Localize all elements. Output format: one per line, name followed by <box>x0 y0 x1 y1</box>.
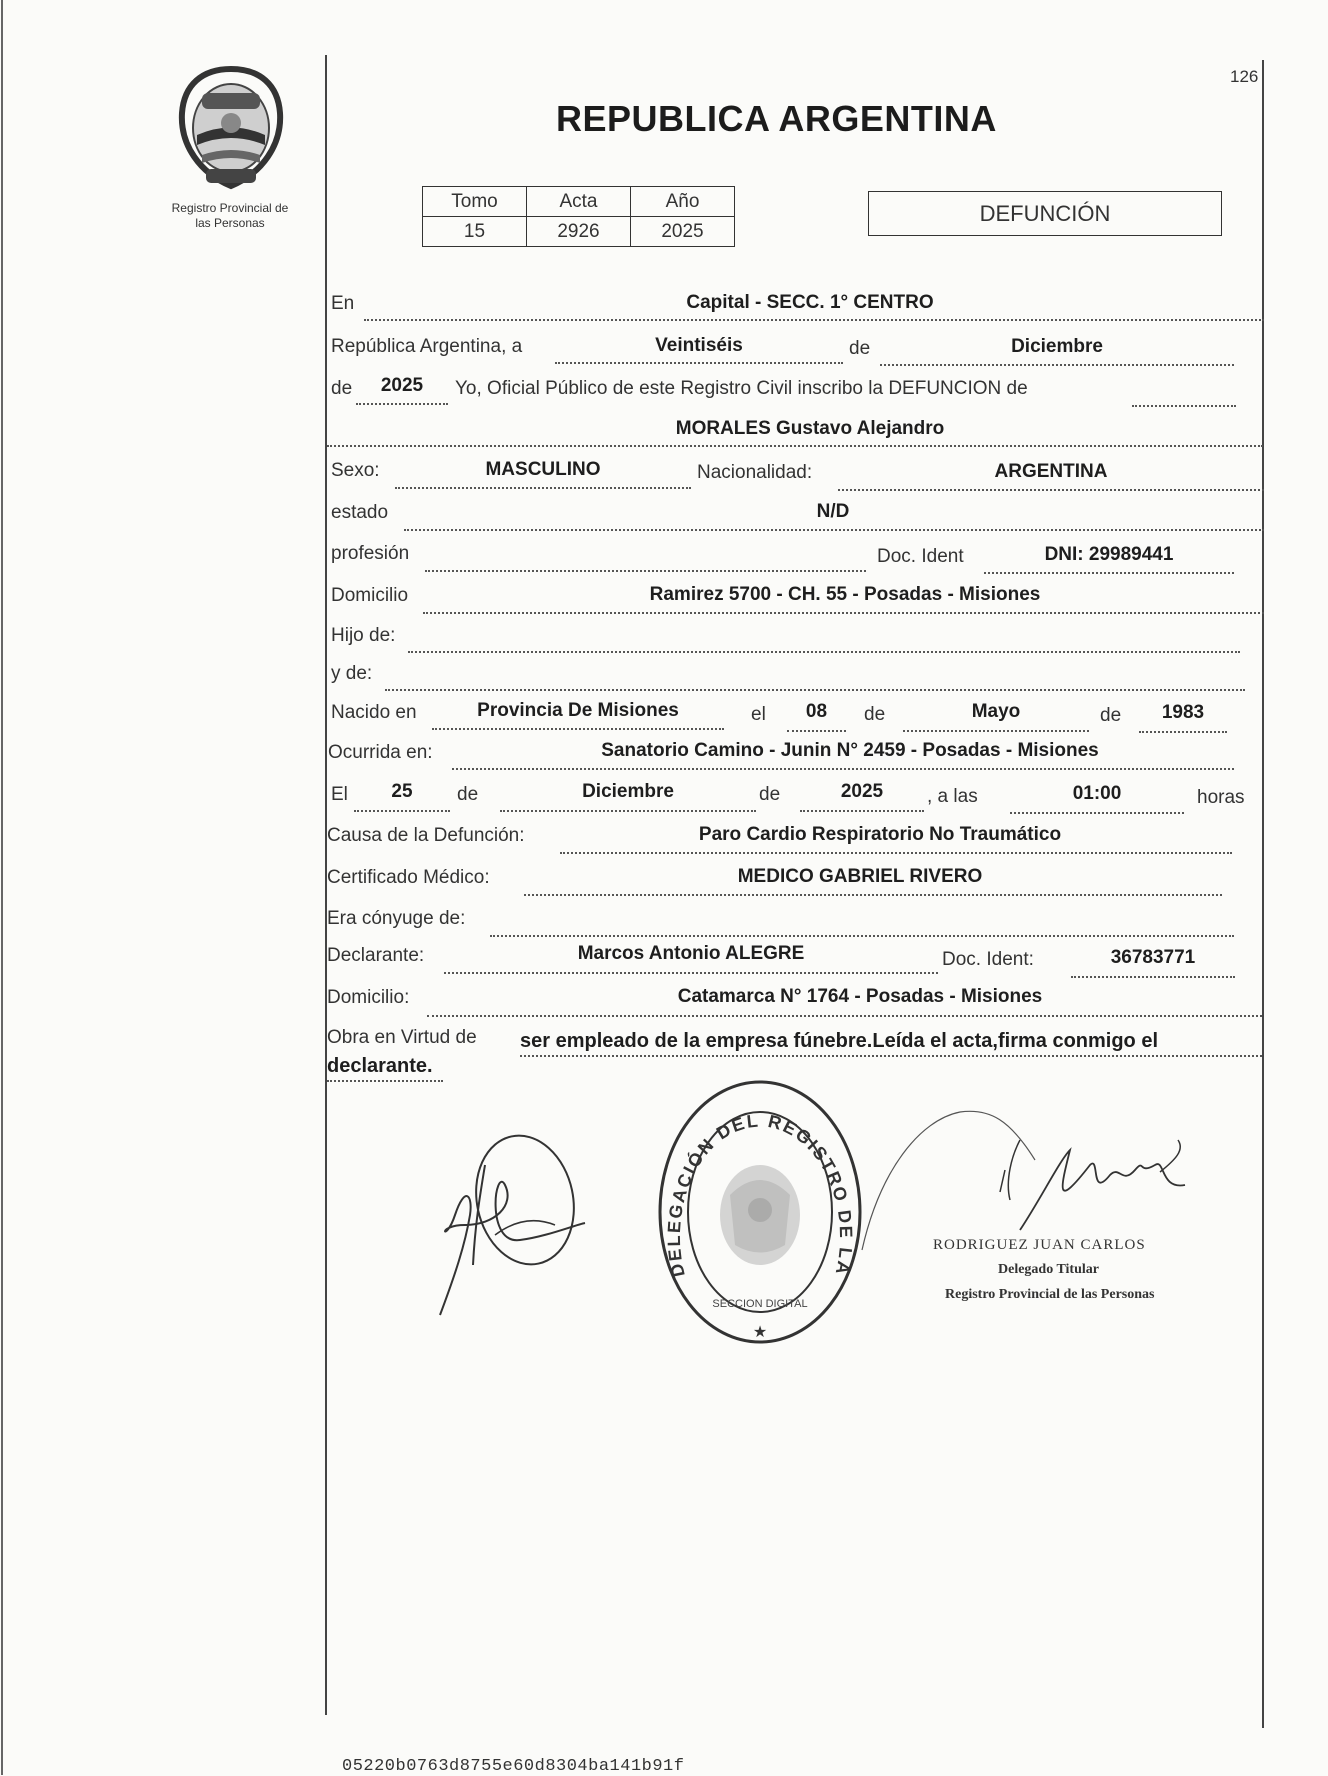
declarant-name-value: Marcos Antonio ALEGRE <box>577 943 805 964</box>
obra-dotted-line <box>520 1055 1262 1057</box>
de2-label: de <box>331 378 353 399</box>
yde-dotted-line <box>385 689 1245 691</box>
civil-status-value: N/D <box>816 501 850 522</box>
declarant-signature <box>425 1125 600 1325</box>
doc-ident2-label: Doc. Ident: <box>942 949 1034 970</box>
dni-value: DNI: 29989441 <box>1044 544 1174 565</box>
record-table-header: Tomo <box>423 187 527 217</box>
ocurrida-dotted-line <box>452 768 1234 770</box>
doc-ident2-dotted-line <box>1071 976 1235 978</box>
birth-month-value: Mayo <box>971 701 1021 722</box>
conyuge-dotted-line <box>490 935 1234 937</box>
death-month-value: Diciembre <box>582 781 674 802</box>
death-place-value: Sanatorio Camino - Junin N° 2459 - Posadas - Misiones <box>601 740 1099 761</box>
doc-ident-dotted-line <box>984 572 1234 574</box>
record-table-value-row <box>423 217 735 247</box>
domicilio-label: Domicilio <box>331 585 409 606</box>
fall-mes-dotted-line <box>500 810 756 812</box>
inscribo-text: Yo, Oficial Público de este Registro Civil inscribo la DEFUNCION de <box>455 378 1028 399</box>
seal-bottom-text: SECCION DIGITAL <box>712 1298 808 1310</box>
birthplace-value: Provincia De Misiones <box>477 700 679 721</box>
causa-dotted-line <box>560 852 1232 854</box>
causa-label: Causa de la Defunción: <box>327 825 525 846</box>
medical-certificate-value: MEDICO GABRIEL RIVERO <box>737 866 983 887</box>
sex-value: MASCULINO <box>485 459 601 480</box>
nacionalidad-label: Nacionalidad: <box>697 462 813 483</box>
obra2-dotted-line <box>327 1080 443 1082</box>
birth-year-value: 1983 <box>1161 702 1205 723</box>
obra-label: Obra en Virtud de <box>327 1027 477 1048</box>
republica-label: República Argentina, a <box>331 336 523 357</box>
record-table-cell: 15 <box>423 217 527 247</box>
death-cause-value: Paro Cardio Respiratorio No Traumático <box>698 824 1062 845</box>
svg-text:★: ★ <box>752 1324 768 1341</box>
birth-day-value: 08 <box>805 701 828 722</box>
record-table-header-row <box>423 187 735 217</box>
address-value: Ramirez 5700 - CH. 55 - Posadas - Misiones <box>649 584 1041 605</box>
hijo-dotted-line <box>408 651 1240 653</box>
fall-dia-dotted-line <box>354 810 450 812</box>
obra-value-line1: ser empleado de la empresa fúnebre.Leída el acta,firma conmigo el <box>520 1030 1159 1052</box>
official-role: Delegado Titular <box>998 1262 1099 1277</box>
death-year-value: 2025 <box>840 781 884 802</box>
record-table-cell: 2926 <box>527 217 631 247</box>
yde-label: y de: <box>331 663 373 684</box>
year-value: 2025 <box>380 375 424 396</box>
record-table-cell: 2025 <box>631 217 735 247</box>
name-dotted-line <box>327 445 1263 447</box>
left-edge-line <box>1 0 3 1775</box>
doc-ident-label: Doc. Ident <box>877 546 964 567</box>
conyuge-label: Era cónyuge de: <box>327 908 466 929</box>
seal-text: DELEGACIÓN DEL REGISTRO DE LA <box>663 1110 857 1279</box>
profesion-label: profesión <box>331 543 410 564</box>
registry-caption <box>140 201 320 231</box>
domicilio-dotted-line <box>423 612 1264 614</box>
day-value: Veintiséis <box>655 335 743 356</box>
de6-label: de <box>759 784 781 805</box>
en-label: En <box>331 293 355 314</box>
declarante-dotted-line <box>444 972 938 974</box>
page-number: 126 <box>1230 67 1259 86</box>
hora-dotted-line <box>1010 812 1184 814</box>
de4-label: de <box>1100 705 1122 726</box>
estado-label: estado <box>331 502 389 523</box>
en-dotted-line <box>364 319 1264 321</box>
death-time-value: 01:00 <box>1072 783 1122 804</box>
sexo-dotted-line <box>395 487 691 489</box>
nacido-label: Nacido en <box>331 702 417 723</box>
ocurrida-label: Ocurrida en: <box>328 742 433 763</box>
de-label: de <box>849 338 871 359</box>
inscribo-dotted-line <box>1132 405 1236 407</box>
domicilio2-dotted-line <box>427 1015 1262 1017</box>
anio-dotted-line <box>356 403 448 405</box>
record-table-header: Año <box>631 187 735 217</box>
dia-dotted-line <box>555 362 843 364</box>
document-type-box: DEFUNCIÓN <box>868 191 1222 236</box>
nationality-value: ARGENTINA <box>994 461 1108 482</box>
de3-label: de <box>864 704 886 725</box>
official-office: Registro Provincial de las Personas <box>945 1287 1155 1302</box>
province-shield-logo <box>172 65 290 190</box>
certificado-dotted-line <box>524 894 1222 896</box>
declarant-doc-value: 36783771 <box>1110 947 1196 968</box>
month-value: Diciembre <box>1011 336 1103 357</box>
nac-dia-dotted-line <box>787 730 846 732</box>
page-title: REPUBLICA ARGENTINA <box>556 98 997 139</box>
official-signature <box>860 1080 1200 1260</box>
mes-dotted-line <box>880 364 1234 366</box>
official-name: RODRIGUEZ JUAN CARLOS <box>933 1237 1146 1253</box>
profesion-dotted-line <box>425 570 866 572</box>
right-margin-line <box>1262 60 1264 1728</box>
footer-hash: 05220b0763d8755e60d8304ba141b91f <box>342 1757 685 1776</box>
obra-value-line2: declarante. <box>327 1055 433 1077</box>
record-table <box>422 186 735 247</box>
deceased-name-value: MORALES Gustavo Alejandro <box>675 418 945 439</box>
declarante-label: Declarante: <box>327 945 425 966</box>
certificado-label: Certificado Médico: <box>327 867 490 888</box>
place-value: Capital - SECC. 1° CENTRO <box>686 292 934 313</box>
horas-label: horas <box>1197 787 1245 808</box>
estado-dotted-line <box>404 529 1264 531</box>
nac-anio-dotted-line <box>1139 731 1227 733</box>
sexo-label: Sexo: <box>331 460 380 481</box>
de5-label: de <box>457 784 479 805</box>
registry-caption-line2: las Personas <box>195 216 265 230</box>
registry-caption-line1: Registro Provincial de <box>171 201 289 215</box>
el2-label: El <box>331 784 348 805</box>
declarant-address-value: Catamarca N° 1764 - Posadas - Misiones <box>677 986 1043 1007</box>
nacido-dotted-line <box>432 728 724 730</box>
alas-label: , a las <box>927 786 978 807</box>
death-day-value: 25 <box>391 781 413 802</box>
nac-mes-dotted-line <box>903 730 1089 732</box>
fall-anio-dotted-line <box>800 810 924 812</box>
registry-seal <box>655 1075 865 1350</box>
record-table-header: Acta <box>527 187 631 217</box>
nacionalidad-dotted-line <box>838 489 1264 491</box>
hijo-label: Hijo de: <box>331 625 396 646</box>
el-label: el <box>751 704 766 725</box>
domicilio2-label: Domicilio: <box>327 987 410 1008</box>
